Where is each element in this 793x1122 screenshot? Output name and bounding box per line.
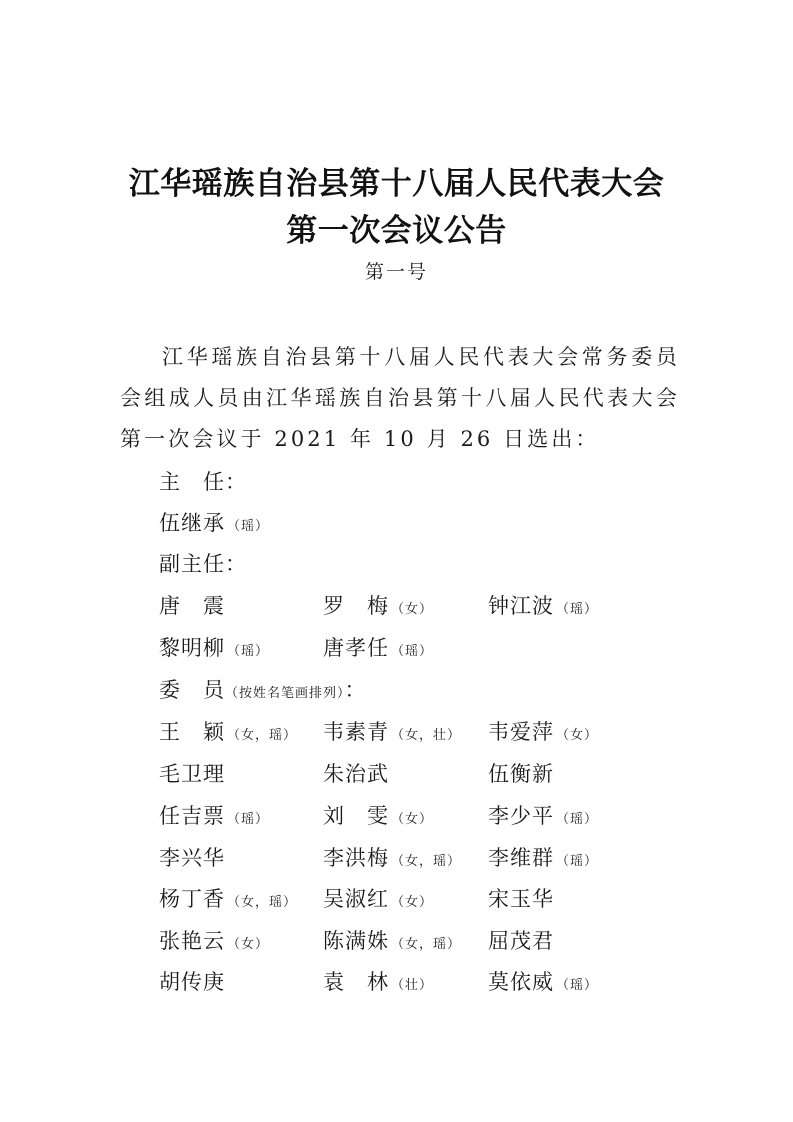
person-tag: （瑶） bbox=[556, 978, 599, 993]
person-name: 吴淑红 bbox=[323, 887, 389, 911]
announcement-title-line1: 江华瑶族自治县第十八届人民代表大会 bbox=[128, 166, 665, 202]
member-sort-note: （按姓名笔画排列） bbox=[225, 686, 345, 701]
person-name: 毛卫理 bbox=[159, 762, 225, 786]
person-name: 李洪梅 bbox=[323, 846, 389, 870]
person-name: 宋玉华 bbox=[488, 887, 554, 911]
person-tag: （女） bbox=[227, 937, 270, 952]
member-label bbox=[159, 674, 367, 704]
member-entry bbox=[323, 800, 433, 830]
person-name: 莫依威 bbox=[488, 970, 554, 994]
announcement-title-line2: 第一次会议公告 bbox=[286, 213, 507, 249]
person-name: 屈茂君 bbox=[488, 929, 554, 953]
person-name: 任吉票 bbox=[159, 804, 225, 828]
person-name: 陈满姝 bbox=[323, 929, 389, 953]
member-entry bbox=[323, 966, 433, 996]
person-tag: （女，瑶） bbox=[227, 728, 298, 743]
announcement-number: 第一号 bbox=[364, 261, 428, 283]
vice-director-entry bbox=[488, 590, 598, 620]
person-tag: （女，壮） bbox=[391, 728, 462, 743]
member-label-part2: 员 bbox=[203, 678, 225, 702]
member-entry bbox=[323, 842, 461, 872]
vice-director-entry bbox=[323, 632, 433, 662]
director-label bbox=[159, 466, 247, 496]
member-entry bbox=[159, 883, 297, 913]
person-tag: （女） bbox=[391, 812, 434, 827]
person-tag: （瑶） bbox=[391, 644, 434, 659]
person-tag: （女） bbox=[391, 895, 434, 910]
person-tag: （女） bbox=[556, 728, 599, 743]
member-entry bbox=[159, 800, 269, 830]
person-name: 袁 林 bbox=[323, 970, 389, 994]
person-name: 李维群 bbox=[488, 846, 554, 870]
vice-director-label: 副主任： bbox=[159, 552, 247, 576]
person-name: 杨丁香 bbox=[159, 887, 225, 911]
person-tag: （女，瑶） bbox=[227, 895, 298, 910]
member-label-part1: 委 bbox=[159, 678, 181, 702]
person-tag: （女，瑶） bbox=[391, 937, 462, 952]
person-tag: （女，瑶） bbox=[391, 854, 462, 869]
person-tag: （瑶） bbox=[556, 602, 599, 617]
member-entry bbox=[488, 966, 598, 996]
member-entry bbox=[488, 842, 598, 872]
member-entry bbox=[488, 883, 556, 913]
person-name: 钟江波 bbox=[488, 594, 554, 618]
person-name: 伍衡新 bbox=[488, 762, 554, 786]
person-name: 王 颖 bbox=[159, 720, 225, 744]
director-entry bbox=[159, 507, 269, 537]
member-entry bbox=[488, 925, 556, 955]
person-name: 李兴华 bbox=[159, 846, 225, 870]
member-entry bbox=[323, 758, 391, 788]
person-tag: （瑶） bbox=[556, 812, 599, 827]
member-label-colon: ： bbox=[344, 678, 367, 702]
member-entry bbox=[159, 842, 227, 872]
vice-director-entry bbox=[323, 590, 433, 620]
member-entry bbox=[323, 883, 433, 913]
person-tag: （瑶） bbox=[556, 854, 599, 869]
member-entry bbox=[159, 758, 227, 788]
director-label-part1: 主 bbox=[159, 470, 181, 494]
person-name: 张艳云 bbox=[159, 929, 225, 953]
member-entry bbox=[323, 925, 461, 955]
member-entry bbox=[323, 716, 461, 746]
person-name: 唐孝任 bbox=[323, 636, 389, 660]
intro-paragraph: 江华瑶族自治县第十八届人民代表大会常务委员会组成人员由江华瑶族自治县第十八届人民代表大会第一次会议于 2021 年 10 月 26 日选出： bbox=[120, 345, 680, 451]
person-name: 罗 梅 bbox=[323, 594, 389, 618]
person-name: 唐 震 bbox=[159, 594, 225, 618]
person-tag: （瑶） bbox=[227, 812, 270, 827]
person-tag: （瑶） bbox=[227, 519, 270, 534]
person-name: 韦爱萍 bbox=[488, 720, 554, 744]
person-name: 伍继承 bbox=[159, 511, 225, 535]
vice-director-entry bbox=[159, 632, 269, 662]
vice-director-entry bbox=[159, 590, 227, 620]
director-label-part2: 任： bbox=[203, 470, 247, 494]
member-entry bbox=[488, 716, 598, 746]
member-entry bbox=[159, 966, 227, 996]
member-entry bbox=[488, 800, 598, 830]
person-name: 胡传庚 bbox=[159, 970, 225, 994]
person-tag: （瑶） bbox=[227, 644, 270, 659]
person-name: 黎明柳 bbox=[159, 636, 225, 660]
person-name: 韦素青 bbox=[323, 720, 389, 744]
person-tag: （女） bbox=[391, 602, 434, 617]
member-entry bbox=[159, 716, 297, 746]
person-name: 刘 雯 bbox=[323, 804, 389, 828]
person-tag: （壮） bbox=[391, 978, 434, 993]
person-name: 朱治武 bbox=[323, 762, 389, 786]
member-entry bbox=[159, 925, 269, 955]
member-entry bbox=[488, 758, 556, 788]
person-name: 李少平 bbox=[488, 804, 554, 828]
